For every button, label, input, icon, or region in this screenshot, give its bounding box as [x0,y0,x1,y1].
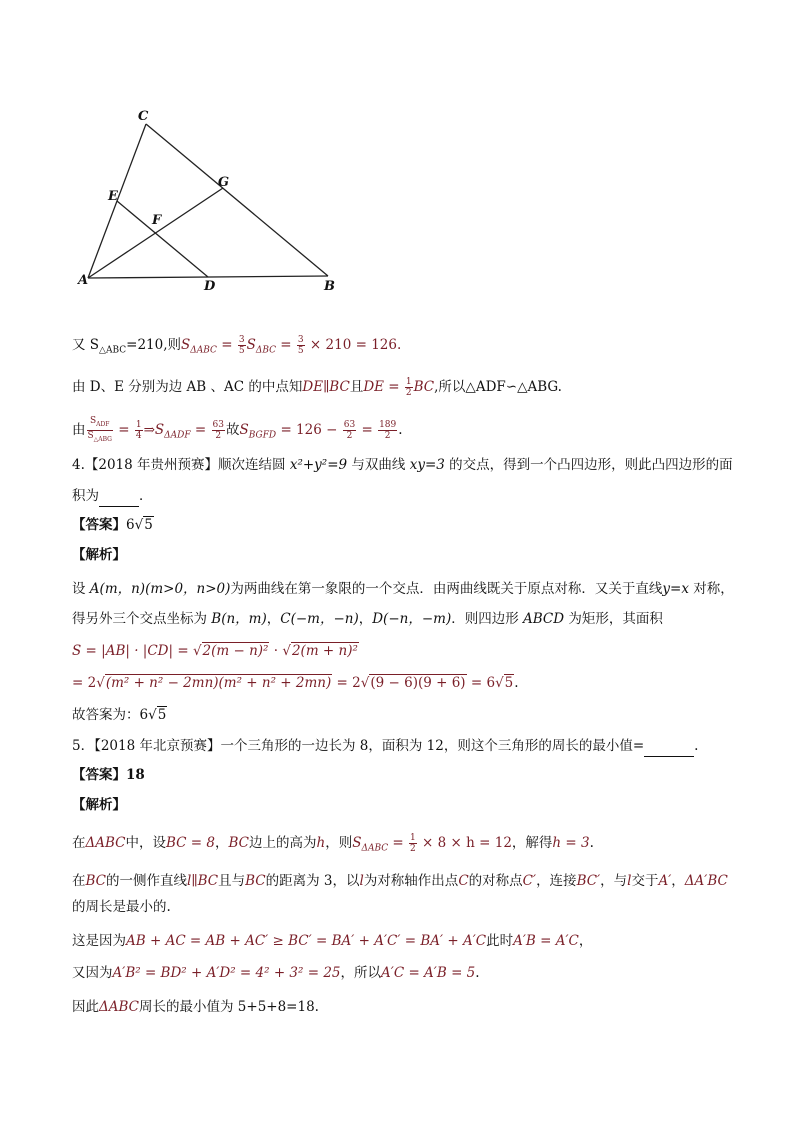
text: ，连接 [536,873,577,889]
text: 中，设 [125,835,166,851]
text: 又因为 [72,965,113,981]
question-4-line-1 [72,454,733,476]
math: h = 3 [552,835,590,851]
math: S [246,337,256,353]
math: 5 [504,675,514,691]
solution-4-line-4: = 2√(m² + n² − 2mn)(m² + n² + 2mn) = 2√(9 − 6)(9 + 6) = 6√5. [72,675,519,691]
math: 2(m − n)² [202,643,269,659]
math: ABCD [523,611,565,627]
fraction: $\frac{S_{ADF}}{S_{\triangle ABG}}$ [87,416,112,443]
text: 设 [72,581,90,597]
math: A′B = A′C [513,933,579,949]
fraction: $\frac{63}{2}$ [343,419,356,441]
label-A: A [78,273,89,288]
math: y=x [662,581,689,597]
text: 周长的最小值为 5+5+8=18. [139,999,319,1015]
text: =210,则 [126,337,182,353]
text: ，解得 [511,835,553,851]
text: ． [139,488,153,504]
text: . [514,675,519,691]
math: = 2 [332,675,361,691]
text: ,所以△ADF∽△ABG. [434,379,562,395]
fraction: $\frac{1}{2}$ [410,833,416,854]
text: . [475,965,480,981]
analysis-label-4: 【解析】 [72,547,126,563]
math: A′B² = BD² + A′D² = 4² + 3² = 25 [112,965,341,981]
text: 得另外三个交点坐标为 [72,611,212,627]
text: 又 S [72,337,100,353]
math: = [190,421,211,438]
fraction: $\frac{3}{5}$ [297,335,304,356]
math: A(m，n)(m>0，n>0) [89,581,231,597]
text: ， [671,873,685,889]
text: 在 [72,835,86,851]
solution-5-line-2 [72,870,728,892]
answer-5 [72,764,145,786]
text: 在 [72,873,86,889]
solution-line-result [72,416,403,446]
analysis-label-5: 【解析】 [72,797,126,813]
math: h [316,835,326,851]
solution-4-line-2 [72,608,663,630]
fraction: $\frac{1}{4}$ [135,419,142,441]
question-4-line-2 [72,484,153,507]
text: 为两曲线在第一象限的一个交点．由两曲线既关于原点对称．又关于直线 [230,581,663,597]
answer-4: 【答案】6√5 [72,517,153,533]
math: = [357,421,378,438]
math: l [359,873,364,889]
text: 的一侧作直线 [106,873,188,889]
text: 且与 [218,873,246,889]
text: 由 [72,421,86,438]
math: BC [245,873,266,889]
text: 的周长是最小的. [72,899,171,915]
math: D(−n，−m) [372,611,452,627]
solution-5-line-1 [72,832,594,860]
fraction: $\frac{3}{5}$ [238,335,245,356]
text: . [589,835,594,851]
math: (9 − 6)(9 + 6) [370,675,466,691]
text: 交于 [631,873,659,889]
label-E: E [108,189,118,204]
math: BC′ [576,873,601,889]
text: 5．【2018 年北京预赛】一个三角形的一边长为 8，面积为 12，则这个三角形的周长的最小值= [72,738,645,754]
math: × 210 = 126. [305,337,402,353]
math: ΔADF [164,430,191,441]
text: 4.【2018 年贵州预赛】顺次连结圆 [72,457,290,473]
solution-5-line-5 [72,962,480,984]
math: l [627,873,632,889]
label-G: G [218,175,230,190]
text: △ABC [99,345,127,356]
label-B: B [324,279,335,294]
text: 且 [349,379,364,395]
math: ⇒S [143,421,165,438]
solution-5-line-4 [72,930,592,952]
segment-CB [146,124,328,276]
math: DE = [363,379,404,395]
math: · [269,643,283,659]
math: = [388,835,409,851]
text: 为对称轴作出点 [363,873,459,889]
label-F: F [152,213,162,228]
math: AB + AC = AB + AC′ ≥ BC′ = BA′ + A′C′ = BA′ + A′C [126,933,487,949]
math: = [276,337,296,353]
text: 的距离为 3，以 [265,873,360,889]
math: 2(m + n)² [291,643,358,659]
solution-line-area-ratio [72,334,401,362]
label-D: D [204,279,216,294]
text: 对称， [688,581,734,597]
math: = [113,421,134,438]
math: A′C = A′B = 5 [381,965,476,981]
solution-4-line-1 [72,578,734,600]
text: ， [214,835,229,851]
text: 5 [157,707,167,723]
math: ΔABC [361,843,389,854]
math: x²+y²=9 [289,457,348,473]
text: ．则四边形 [451,611,524,627]
question-5 [72,734,698,757]
math: S = |AB| · |CD| = [72,643,193,659]
text: ，所以 [340,965,382,981]
fraction: $\frac{189}{2}$ [379,419,397,441]
math: = 126 − [276,421,342,438]
text: 6 [126,517,135,533]
triangle-figure [70,100,360,300]
solution-4-line-3: S = |AB| · |CD| = √2(m − n)² · √2(m + n)² [72,643,358,659]
math: C(−m，−n) [280,611,359,627]
text: 因此 [72,999,99,1015]
text: 此时 [486,933,514,949]
math: S [239,421,249,438]
math: = [216,337,237,353]
math: A′ [658,873,672,889]
math: BGFD [248,430,277,441]
math: xy=3 [409,457,445,473]
text: ，则 [325,835,353,851]
text: 为矩形，其面积 [564,611,663,627]
math: BC [85,873,107,889]
text: 与双曲线 [347,457,410,473]
solution-5-line-6 [72,996,319,1018]
math: = 6 [466,675,496,691]
math: BC = 8 [166,835,215,851]
text: 故答案为：6 [72,707,149,723]
math: C′ [522,873,537,889]
label-C: C [138,109,149,124]
text: 边上的高为 [249,835,317,851]
math: ΔABC [190,345,217,356]
solution-line-midpoint [72,376,562,398]
answer-blank [644,734,694,757]
answer-label: 【答案】 [72,517,126,533]
text: 故 [225,421,240,438]
fraction: $\frac{63}{2}$ [212,419,224,441]
math: ΔA′BC [684,873,728,889]
fraction: $\frac{1}{2}$ [405,377,412,398]
text: 这是因为 [72,933,126,949]
math: = 2 [72,675,97,691]
answer-label: 【答案】18 [72,767,145,783]
math: × 8 × h = 12 [417,835,512,851]
math: l∥BC [187,873,219,889]
text: . [398,421,403,438]
answer-blank [99,484,139,507]
math: DE∥BC [302,379,350,395]
text: 的交点，得到一个凸四边形，则此凸四边形的面 [444,457,733,473]
math: S [181,337,191,353]
text: 5 [144,517,153,533]
solution-4-conclusion: 故答案为：6√5 [72,707,167,723]
text: ， [266,611,281,627]
text: . [694,738,699,754]
math: BC [413,379,435,395]
math: BC [228,835,249,851]
text: ， [578,933,593,949]
math: ΔBC [255,345,276,356]
text: 的对称点 [468,873,523,889]
text: ， [358,611,373,627]
math: (m² + n² − 2mn)(m² + n² + 2mn) [105,675,332,691]
math: B(n，m) [211,611,267,627]
solution-5-line-3 [72,896,171,918]
text: 由 D、E 分别为边 AB 、AC 的中点知 [72,379,303,395]
text: 积为 [72,488,99,504]
segment-ED [117,201,208,277]
math: S [352,835,362,851]
math: ΔABC [85,835,126,851]
math: C [458,873,469,889]
math: ΔABC [99,999,139,1015]
text: ，与 [600,873,628,889]
